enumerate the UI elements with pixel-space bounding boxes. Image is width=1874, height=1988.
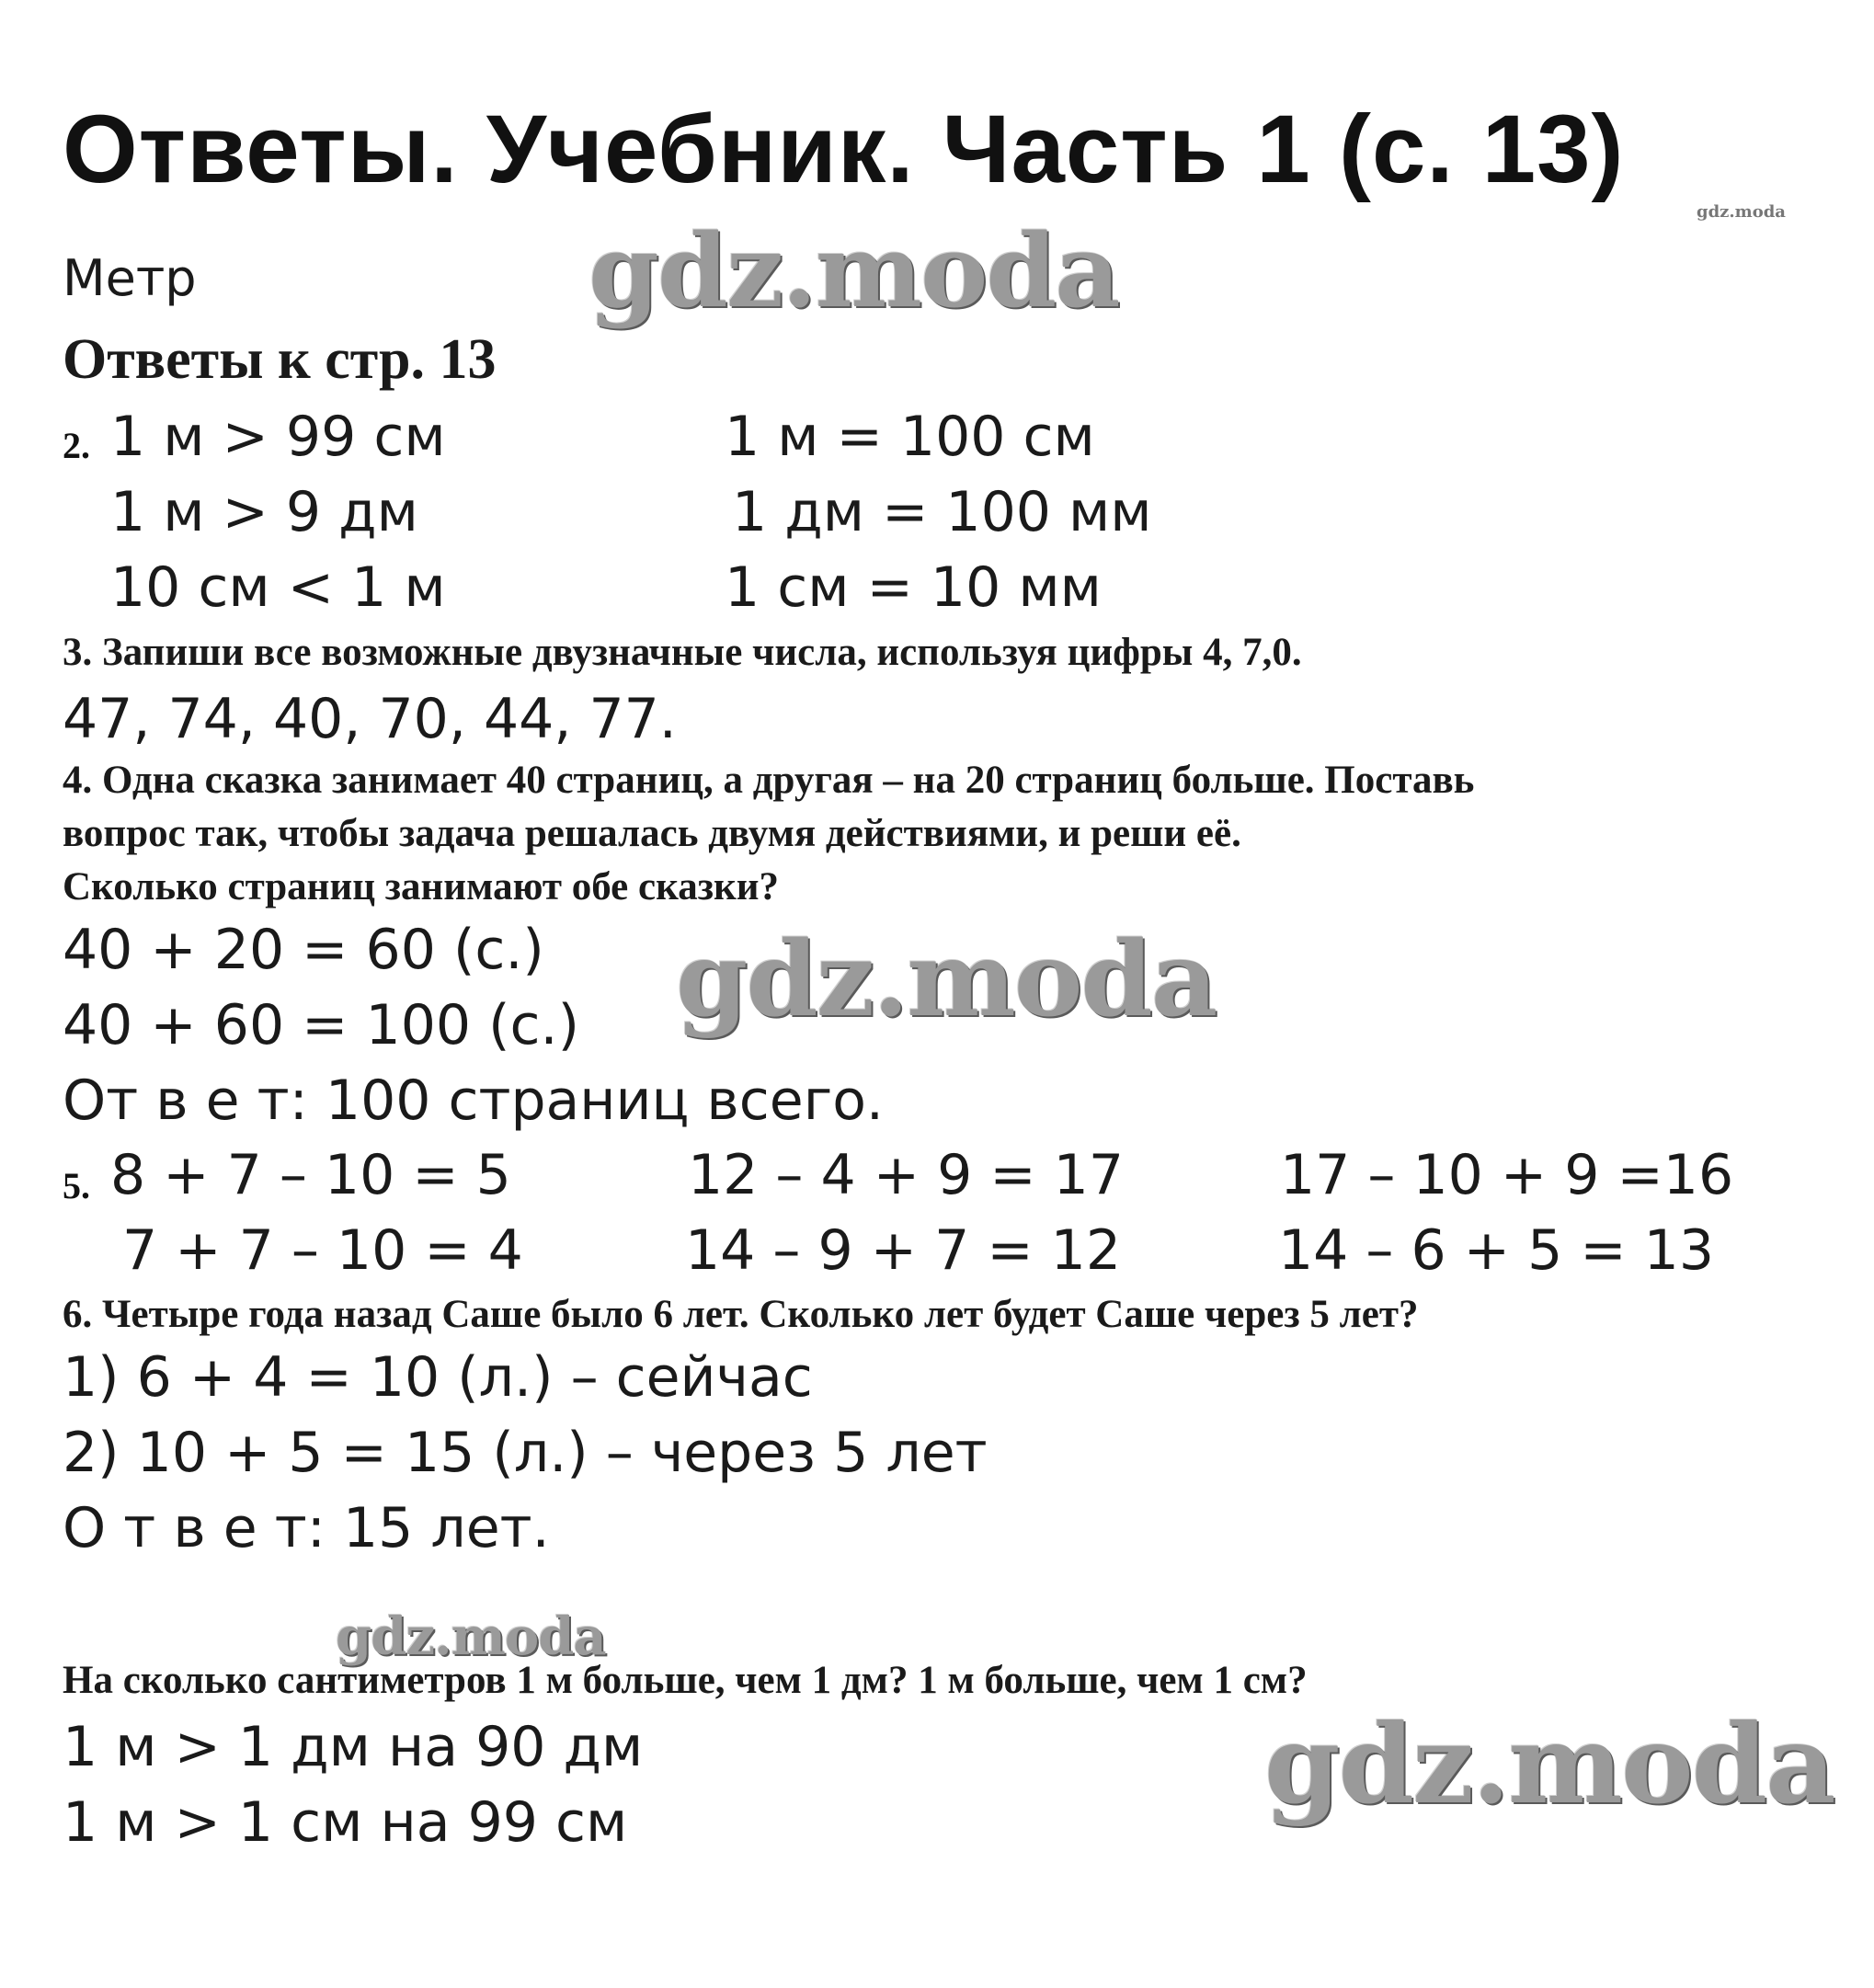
task5-col3-1: 17 – 10 + 9 =16 bbox=[1280, 1143, 1734, 1207]
task5-number: 5. bbox=[63, 1165, 90, 1206]
watermark-small: gdz.moda bbox=[1697, 202, 1786, 222]
task5-col1-2: 7 + 7 – 10 = 4 bbox=[122, 1218, 523, 1283]
task5-col2-2: 14 – 9 + 7 = 12 bbox=[685, 1218, 1122, 1283]
task4-question-line-1: 4. Одна сказка занимает 40 страниц, а другая – на 20 страниц больше. Поставь bbox=[63, 759, 1475, 802]
extra-answer-1: 1 м > 1 дм на 90 дм bbox=[63, 1715, 644, 1779]
lesson-subject: Метр bbox=[63, 249, 197, 307]
task2-left-2: 1 м > 9 дм bbox=[110, 480, 418, 544]
task4-question-line-3: Сколько страниц занимают обе сказки? bbox=[63, 865, 780, 908]
task3-answer: 47, 74, 40, 70, 44, 77. bbox=[63, 687, 677, 751]
page-title: Ответы. Учебник. Часть 1 (с. 13) bbox=[63, 96, 1625, 203]
task2-left-1: 1 м > 99 см bbox=[110, 405, 446, 469]
task6-answer: О т в е т: 15 лет. bbox=[63, 1496, 550, 1560]
watermark: gdz.moda bbox=[588, 211, 1119, 330]
task6-solution-1: 1) 6 + 4 = 10 (л.) – сейчас bbox=[63, 1345, 813, 1410]
task4-answer: От в е т: 100 страниц всего. bbox=[63, 1068, 884, 1133]
task5-col2-1: 12 – 4 + 9 = 17 bbox=[688, 1143, 1125, 1207]
extra-answer-2: 1 м > 1 см на 99 см bbox=[63, 1790, 628, 1855]
task4-question-line-2: вопрос так, чтобы задача решалась двумя действиями, и реши её. bbox=[63, 812, 1241, 855]
task2-left-3: 10 см < 1 м bbox=[110, 555, 446, 620]
task2-right-3: 1 см = 10 мм bbox=[725, 555, 1102, 620]
task3-question: 3. Запиши все возможные двузначные числа, используя цифры 4, 7,0. bbox=[63, 631, 1302, 674]
watermark: gdz.moda bbox=[1264, 1700, 1834, 1828]
task5-col3-2: 14 – 6 + 5 = 13 bbox=[1278, 1218, 1715, 1283]
task5-col1-1: 8 + 7 – 10 = 5 bbox=[110, 1143, 511, 1207]
task2-right-2: 1 дм = 100 мм bbox=[732, 480, 1152, 544]
watermark: gdz.moda bbox=[676, 920, 1217, 1040]
task6-question: 6. Четыре года назад Саше было 6 лет. Сколько лет будет Саше через 5 лет? bbox=[63, 1293, 1419, 1336]
watermark: gdz.moda bbox=[336, 1606, 606, 1667]
answers-header: Ответы к стр. 13 bbox=[63, 328, 497, 391]
task2-number: 2. bbox=[63, 425, 90, 466]
task6-solution-2: 2) 10 + 5 = 15 (л.) – через 5 лет bbox=[63, 1421, 988, 1485]
task4-solution-1: 40 + 20 = 60 (с.) bbox=[63, 918, 544, 982]
extra-question: На сколько сантиметров 1 м больше, чем 1 дм? 1 м больше, чем 1 см? bbox=[63, 1659, 1308, 1702]
task2-right-1: 1 м = 100 см bbox=[725, 405, 1095, 469]
task4-solution-2: 40 + 60 = 100 (с.) bbox=[63, 993, 580, 1057]
